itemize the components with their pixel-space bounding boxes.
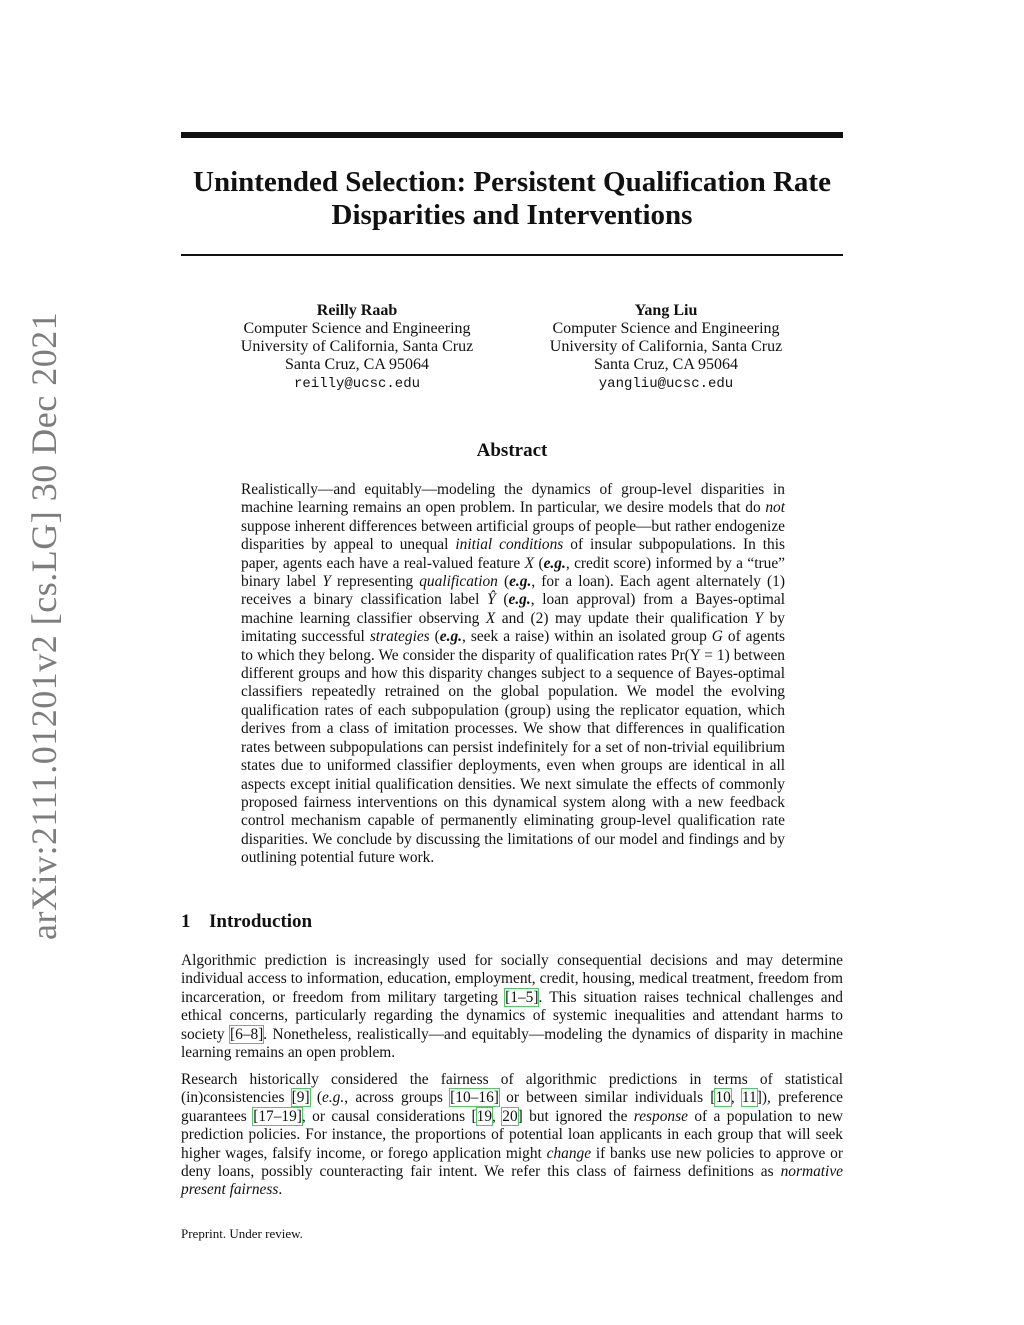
- intro-paragraph-1: [181, 952, 843, 1062]
- abstract-text: suppose inherent differences between artificial groups of people—but rather endogenize disparities by appeal to unequal: [241, 517, 785, 554]
- section-title: Introduction: [209, 911, 313, 932]
- abstract-eg: e.g.: [508, 591, 531, 609]
- body-emphasis: change: [546, 1144, 592, 1162]
- abstract-emphasis: qualification: [419, 573, 498, 591]
- body-text: Algorithmic prediction is increasingly used for socially consequential decisions and may determine individual access to information, education, employment, credit, housing, medical treatment, freedom from incarceration, or freedom from military targeting: [181, 952, 843, 1006]
- abstract-text: (: [429, 628, 440, 646]
- citation-link[interactable]: [10–16]: [450, 1089, 499, 1107]
- body-text: Research historically considered the fairness of algorithmic predictions in terms of statistical (in)consistencies: [181, 1071, 843, 1107]
- body-text: or between similar individuals [: [498, 1089, 716, 1107]
- abstract-emphasis: initial conditions: [455, 536, 564, 554]
- abstract-text: representing: [330, 573, 420, 591]
- abstract-text: (: [495, 591, 509, 609]
- math-expression: Pr(Y = 1): [670, 646, 730, 664]
- author-email[interactable]: yangliu@ucsc.edu: [598, 376, 734, 392]
- paper-title: [181, 166, 843, 232]
- body-text: . Nonetheless, realistically—and equitably—modeling the dynamics of disparity in machine learning remains an open problem.: [181, 1025, 843, 1062]
- abstract-emphasis: not: [765, 499, 785, 517]
- abstract-text: (: [534, 554, 544, 572]
- body-text: (: [309, 1089, 322, 1107]
- abstract-eg: e.g.: [543, 554, 566, 572]
- citation-link[interactable]: [17–19]: [253, 1107, 302, 1125]
- author-university: University of California, Santa Cruz: [549, 338, 783, 355]
- abstract-text: (: [497, 573, 510, 591]
- body-text: .: [278, 1181, 283, 1199]
- abstract-body: [241, 481, 785, 868]
- math-variable: X: [485, 609, 496, 627]
- preprint-footer: Preprint. Under review.: [181, 1226, 303, 1241]
- section-heading-introduction: [181, 911, 843, 933]
- intro-paragraph-2: [181, 1071, 843, 1200]
- math-variable: X: [524, 554, 535, 572]
- title-line-1: Unintended Selection: Persistent Qualification Rate: [193, 166, 831, 198]
- abstract-text: by imitating successful: [241, 609, 785, 646]
- body-emphasis: normative present fairness: [181, 1163, 843, 1199]
- body-text: ,: [492, 1107, 503, 1125]
- title-line-2: Disparities and Interventions: [331, 199, 693, 231]
- abstract-text: between different groups and how this disparity changes subject to a sequence of Bayes-optimal classifiers repeatedly retrained on the global population. We model the evolving qualification rates of each subpopulation (group) using the replicator equation, which derives from a class of imitation processes. We show that differences in qualification rates between subpopulations can persist indefinitely for a set of non-trivial equilibrium states due to uniformed classifier deployments, even when groups are identical in all aspects except initial qualification densities. We next simulate the effects of commonly proposed fairness interventions on this dynamical system along with a new feedback control mechanism capable of permanently eliminating group-level qualification rate disparities. We conclude by discussing the limitations of our model and findings and by outlining potential future work.: [241, 646, 785, 867]
- math-variable: Ŷ: [487, 591, 496, 609]
- arxiv-identifier-stamp: arXiv:2111.01201v2 [cs.LG] 30 Dec 2021: [24, 311, 64, 940]
- abstract-text: and (2) may update their qualification: [495, 609, 755, 627]
- author-university: University of California, Santa Cruz: [240, 338, 474, 355]
- title-bottom-rule: [181, 254, 843, 256]
- abstract-eg: e.g.: [509, 573, 532, 591]
- math-variable: Y: [322, 573, 331, 591]
- math-variable: G: [711, 628, 723, 646]
- body-text: of a population to new prediction policies. For instance, the proportions of potential loan applicants in each group that will seek higher wages, falsify income, or forego application might: [181, 1107, 843, 1162]
- abstract-paragraph: [241, 481, 785, 868]
- author-name: Yang Liu: [634, 302, 698, 319]
- body-text: ,: [730, 1089, 742, 1107]
- abstract-text: , loan approval) from a Bayes-optimal machine learning classifier observing: [241, 591, 785, 627]
- body-text: if banks use new policies to approve or deny loans, possibly counteracting fair intent. We refer this class of fairness definitions as: [181, 1144, 843, 1181]
- math-variable: Y: [754, 609, 764, 627]
- abstract-emphasis: strategies: [369, 628, 430, 646]
- author-address: Santa Cruz, CA 95064: [285, 356, 429, 373]
- body-text: ] but ignored the: [517, 1107, 634, 1125]
- citation-link[interactable]: 19: [476, 1107, 493, 1125]
- author-block-1: [217, 302, 497, 393]
- paragraph-text: [181, 952, 843, 1062]
- citation-link[interactable]: [6–8]: [229, 1025, 264, 1043]
- abstract-text: Realistically—and equitably—modeling the dynamics of group-level disparities in machine learning remains an open problem. In particular, we desire models that do: [241, 481, 785, 517]
- abstract-text: , seek a raise) within an isolated group: [462, 628, 712, 646]
- abstract-text: , for a loan). Each agent alternately (1) receives a binary classification label: [241, 573, 785, 609]
- abstract-text: of insular subpopulations. In this paper, agents each have a real-valued feature: [241, 536, 785, 572]
- author-address: Santa Cruz, CA 95064: [594, 356, 738, 373]
- abstract-eg: e.g.: [439, 628, 463, 646]
- abstract-heading: Abstract: [476, 440, 548, 461]
- author-name: Reilly Raab: [316, 302, 398, 319]
- author-department: Computer Science and Engineering: [552, 320, 780, 337]
- body-text: . This situation raises technical challenges and ethical concerns, particularly regarding the dynamics of systemic inequalities and attendant harms to society: [181, 988, 843, 1043]
- body-text: , or causal considerations [: [301, 1107, 477, 1125]
- body-text: , across groups: [344, 1089, 451, 1107]
- title-top-rule: [181, 132, 843, 138]
- abstract-text: of agents to which they belong. We consider the disparity of qualification rates: [241, 628, 786, 664]
- abstract-text: , credit score) informed by a “true” binary label: [241, 554, 785, 591]
- citation-link[interactable]: 10: [715, 1089, 731, 1107]
- author-email[interactable]: reilly@ucsc.edu: [293, 376, 421, 392]
- citation-link[interactable]: [9]: [291, 1089, 310, 1107]
- citation-link[interactable]: [1–5]: [505, 988, 539, 1006]
- citation-link[interactable]: 11: [741, 1089, 757, 1107]
- body-eg: e.g.: [322, 1089, 345, 1107]
- citation-link[interactable]: 20: [502, 1107, 518, 1125]
- body-emphasis: response: [633, 1107, 688, 1125]
- author-block-2: [526, 302, 806, 393]
- author-department: Computer Science and Engineering: [243, 320, 471, 337]
- section-number: 1: [181, 911, 191, 932]
- body-text: ]), preference guarantees: [181, 1089, 844, 1125]
- paragraph-text: [181, 1071, 843, 1200]
